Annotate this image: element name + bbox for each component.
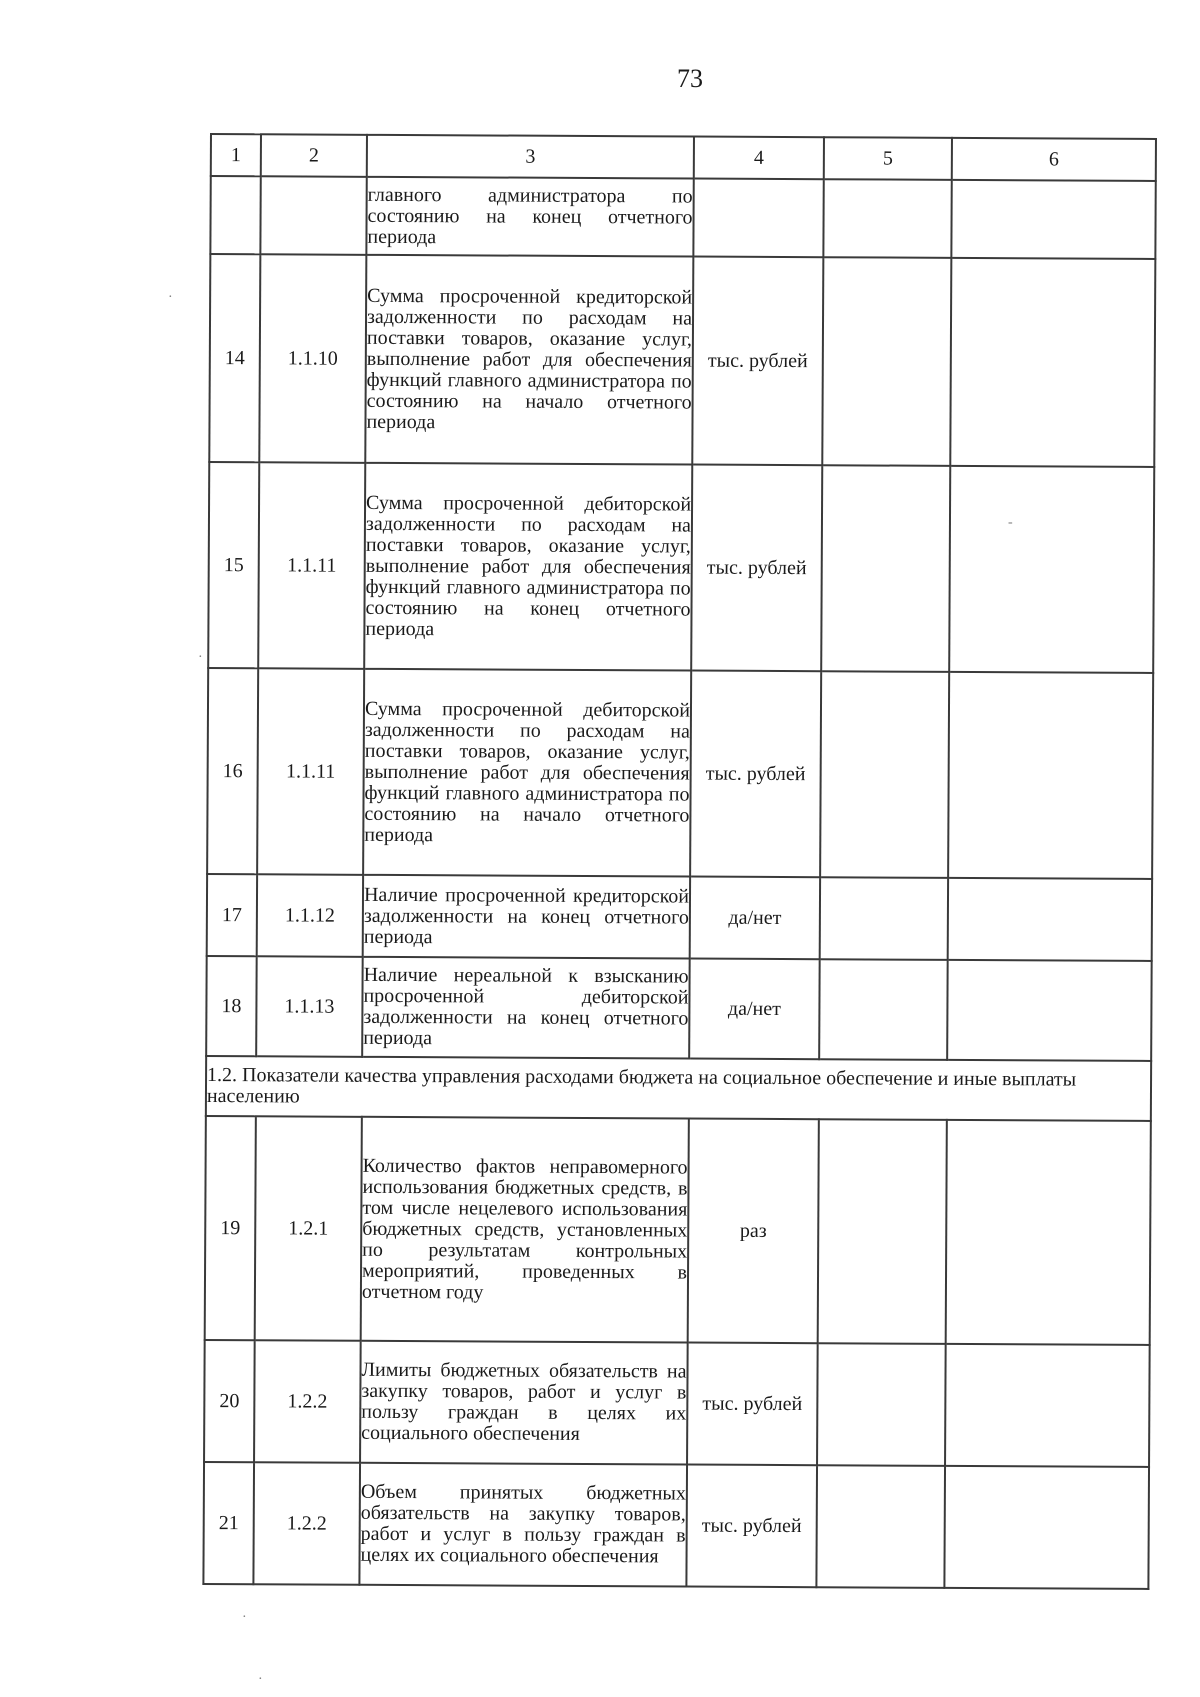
section-heading: 1.2. Показатели качества управления расходами бюджета на социальное обеспечение и иные выплаты населению xyxy=(206,1056,1151,1121)
column-6-cell xyxy=(951,180,1155,259)
indicator-description: Объем принятых бюджетных обязательств на закупку товаров, работ и услуг в пользу граждан в целях их социального обеспечения xyxy=(359,1463,687,1587)
unit-of-measure: тыс. рублей xyxy=(686,1465,817,1588)
column-header: 4 xyxy=(694,137,824,180)
table-row xyxy=(205,1116,1151,1345)
indicator-description: Сумма просроченной кредиторской задолженности по расходам на поставки товаров, оказание услуг, выполнение работ для обеспечения функций главного администратора по состоянию на начало отчетного периода xyxy=(365,255,693,465)
indicator-description: Наличие просроченной кредиторской задолженности на конец отчетного периода xyxy=(363,875,690,959)
indicator-description: Сумма просроченной дебиторской задолженности по расходам на поставки товаров, оказание услуг, выполнение работ для обеспечения функций главного администратора по состоянию на начало отчетного периода xyxy=(363,669,691,877)
column-header: 6 xyxy=(952,138,1156,181)
indicator-description: Лимиты бюджетных обязательств на закупку товаров, работ и услуг в пользу граждан в целях их социального обеспечения xyxy=(360,1341,688,1465)
row-number: 15 xyxy=(208,462,259,668)
indicator-description: Количество фактов неправомерного использования бюджетных средств, в том числе нецелевого использования бюджетных средств, установленных по результатам контрольных мероприятий, проведенных в отчетном году xyxy=(361,1117,689,1343)
scan-speck: · xyxy=(258,1672,263,1687)
table-row xyxy=(210,176,1155,259)
column-6-cell xyxy=(950,258,1155,467)
table-row xyxy=(206,956,1152,1061)
indicator-code: 1.1.13 xyxy=(256,956,363,1057)
row-number: 14 xyxy=(209,254,260,462)
indicator-code: 1.2.1 xyxy=(255,1116,362,1341)
unit-of-measure: тыс. рублей xyxy=(692,257,823,466)
column-5-cell xyxy=(818,1119,947,1344)
indicator-code: 1.1.11 xyxy=(257,668,364,875)
column-5-cell xyxy=(823,179,951,258)
scan-speck: · xyxy=(168,290,173,305)
column-6-cell xyxy=(944,1466,1149,1589)
column-header: 1 xyxy=(211,134,261,176)
unit-of-measure: раз xyxy=(688,1119,819,1344)
scan-speck: · xyxy=(198,650,203,665)
section-row xyxy=(206,1056,1151,1121)
column-5-cell xyxy=(816,1465,945,1588)
indicator-code: 1.2.2 xyxy=(254,1340,361,1463)
indicator-code xyxy=(260,176,366,255)
scan-speck: - xyxy=(1008,515,1013,530)
column-6-cell xyxy=(947,960,1152,1061)
column-header: 2 xyxy=(261,134,367,177)
column-6-cell xyxy=(948,878,1152,961)
indicator-description: Наличие нереальной к взысканию просроченной дебиторской задолженности на конец отчетного периода xyxy=(362,957,690,1059)
table-row xyxy=(203,1462,1149,1589)
column-6-cell xyxy=(948,672,1153,879)
table-row xyxy=(209,254,1155,467)
column-6-cell xyxy=(946,1120,1151,1345)
column-header: 5 xyxy=(824,137,952,180)
unit-of-measure: тыс. рублей xyxy=(691,465,822,672)
unit-of-measure: да/нет xyxy=(689,959,820,1060)
row-number: 19 xyxy=(205,1116,256,1340)
row-number: 20 xyxy=(204,1340,255,1462)
unit-of-measure xyxy=(693,179,823,258)
row-number: 16 xyxy=(207,668,258,874)
table-row xyxy=(207,874,1152,961)
table-row xyxy=(204,1340,1150,1467)
column-5-cell xyxy=(820,671,949,878)
unit-of-measure: тыс. рублей xyxy=(690,671,821,878)
column-5-cell xyxy=(821,465,950,672)
row-number: 21 xyxy=(203,1462,254,1584)
table-header-row xyxy=(211,134,1156,181)
unit-of-measure: тыс. рублей xyxy=(687,1343,818,1466)
table-row xyxy=(208,462,1154,673)
indicator-description: Сумма просроченной дебиторской задолженности по расходам на поставки товаров, оказание услуг, выполнение работ для обеспечения функций главного администратора по состоянию на конец отчетного периода xyxy=(364,463,692,671)
scan-speck: · xyxy=(242,1610,247,1625)
indicator-code: 1.1.10 xyxy=(259,254,366,463)
column-5-cell xyxy=(817,1343,946,1466)
column-6-cell xyxy=(949,466,1154,673)
indicator-code: 1.2.2 xyxy=(253,1462,360,1585)
page-number: 73 xyxy=(677,64,703,93)
indicators-table xyxy=(202,133,1157,1590)
indicator-description: главного администратора по состоянию на конец отчетного периода xyxy=(366,177,693,257)
table-row xyxy=(207,668,1153,879)
row-number xyxy=(210,176,260,254)
column-header: 3 xyxy=(367,135,694,179)
indicator-code: 1.1.12 xyxy=(257,874,363,957)
unit-of-measure: да/нет xyxy=(690,877,820,960)
indicator-code: 1.1.11 xyxy=(258,462,365,669)
row-number: 17 xyxy=(207,874,257,956)
column-5-cell xyxy=(819,959,948,1060)
column-6-cell xyxy=(945,1344,1150,1467)
column-5-cell xyxy=(822,257,951,466)
column-5-cell xyxy=(820,877,948,960)
row-number: 18 xyxy=(206,956,257,1056)
